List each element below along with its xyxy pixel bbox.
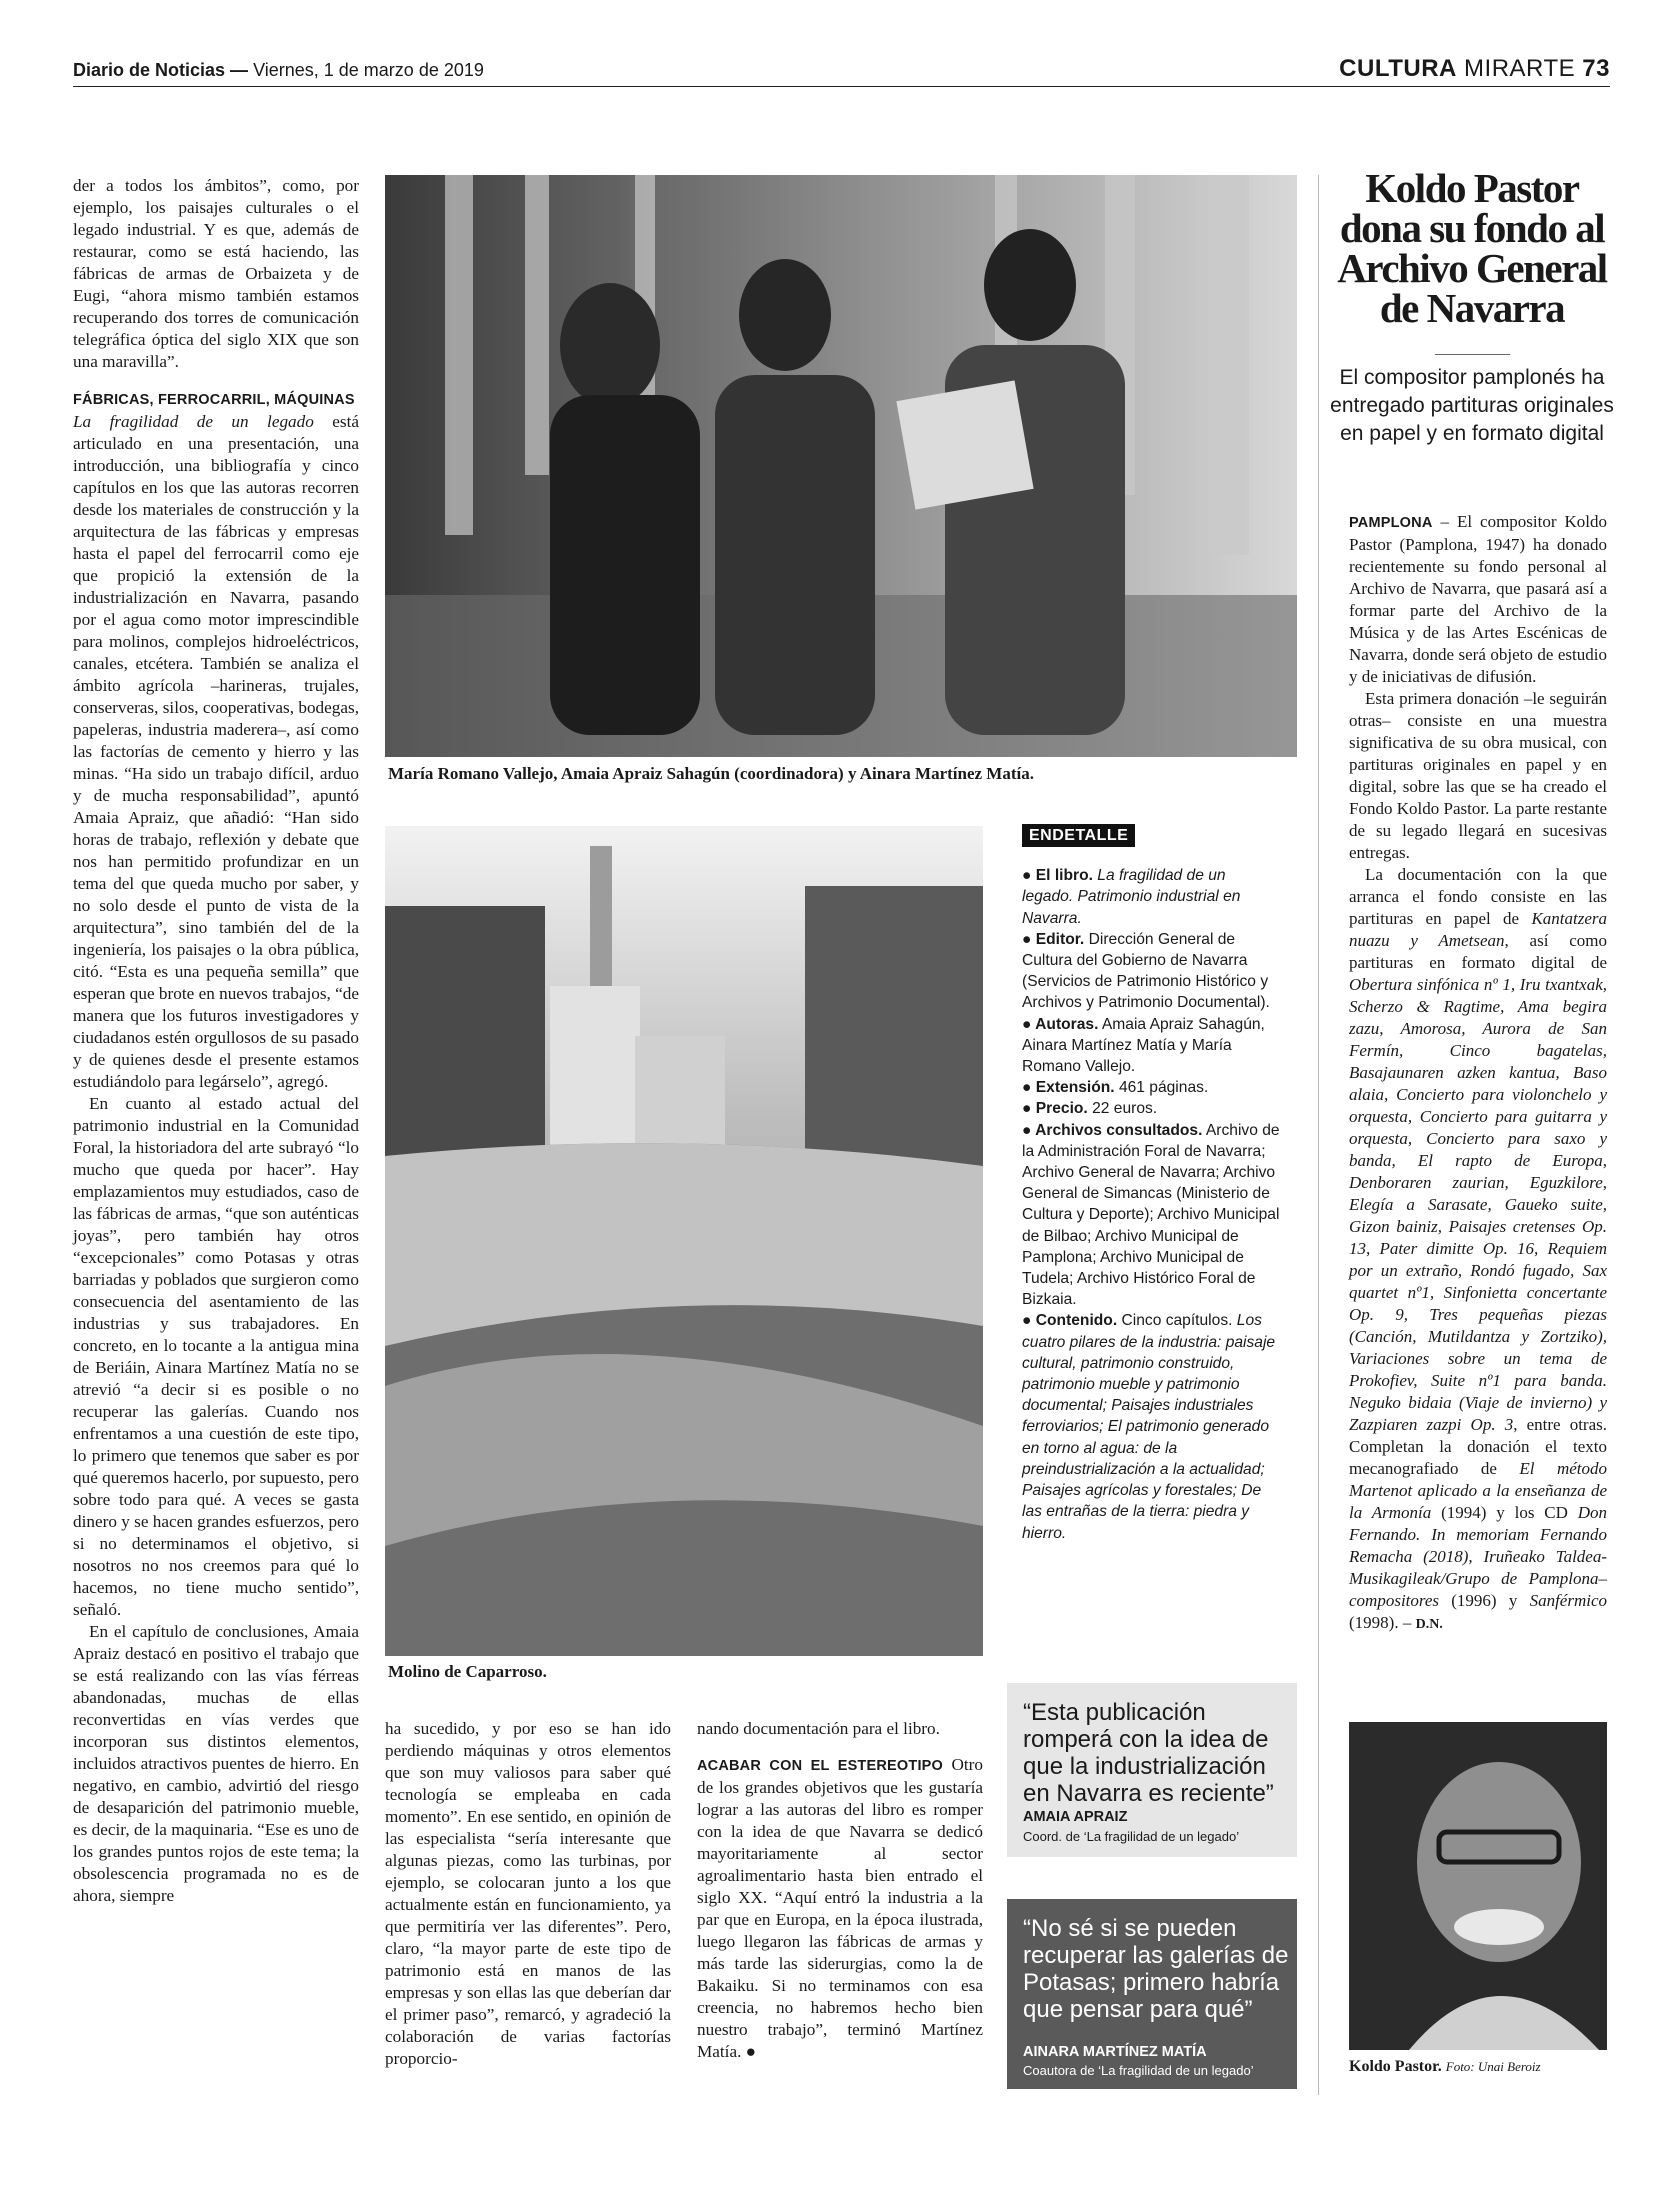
article-column-3 <box>697 1718 983 2063</box>
article-paragraph <box>697 1754 983 2063</box>
article-paragraph: nando documentación para el libro. <box>697 1719 940 1738</box>
detail-item-text: Archivo de la Administración Foral de Navarra; Archivo General de Navarra; Archivo General de Simancas (Ministerio de Cultura y Deporte); Archivo Municipal de Bilbao; Archivo Municipal de Pamplona; Archivo Municipal de Tudela; Archivo Histórico Foral de Bizkaia. <box>1022 1121 1280 1309</box>
detail-tag: ENDETALLE <box>1022 824 1135 847</box>
paragraph-text: La documentación con la que arranca el fondo consiste en las partituras en papel de <box>1349 865 1607 928</box>
subsection-name: MIRARTE <box>1464 55 1576 82</box>
detail-item-text: 461 páginas. <box>1114 1079 1209 1097</box>
side-article-body <box>1349 511 1607 1636</box>
authors-photo <box>385 175 1297 757</box>
side-article-title: Koldo Pastor dona su fondo al Archivo General de Navarra <box>1337 165 1607 331</box>
page-header-left <box>73 60 484 81</box>
paragraph-text: – El compositor Koldo Pastor (Pamplona, 1947) ha donado recientemente su fondo personal al Archivo de Navarra, que pasará así a formar parte del Archivo de la Música y de las Artes Escénicas de Navarra, donde será objeto de estudio y de iniciativas de difusión. <box>1349 512 1607 686</box>
article-subhead: ACABAR CON EL ESTEREOTIPO <box>697 1758 944 1774</box>
pull-quote-1 <box>1007 1683 1297 1857</box>
mill-photo-caption: Molino de Caparroso. <box>388 1662 547 1681</box>
koldo-pastor-caption <box>1349 2058 1619 2076</box>
detail-item <box>1022 865 1280 929</box>
detail-item <box>1022 1077 1280 1098</box>
pull-quote-text: “No sé si se pueden recuperar las galerías de Potasas; primero habría que pensar para qué” <box>1023 1915 1289 2023</box>
paragraph-text: , entre otras. Completan la donación el texto mecanografiado de <box>1349 1415 1607 1478</box>
photo-caption: Koldo Pastor. <box>1349 2058 1442 2075</box>
paragraph-text: , así como partituras en formato digital de <box>1349 931 1607 972</box>
signature: D.N. <box>1415 1617 1443 1632</box>
newspaper-name: Diario de Noticias — <box>73 60 249 80</box>
page-header-right <box>1339 55 1610 83</box>
detail-item-label: ● El libro. <box>1022 867 1093 885</box>
paragraph-text: (1994) y los CD <box>1431 1503 1578 1522</box>
detail-item-label: ● Contenido. <box>1022 1312 1118 1330</box>
detail-item-label: ● Autoras. <box>1022 1015 1099 1033</box>
mill-photo <box>385 826 983 1656</box>
side-article-paragraph <box>1349 511 1607 688</box>
book-title: La fragilidad de un legado <box>73 412 314 431</box>
detail-box <box>1022 824 1280 1544</box>
article-paragraph: ha sucedido, y por eso se han ido perdiendo máquinas y otros elementos que son muy valiosos para saber qué tecnología se empleaba en cada momento”. En ese sentido, en opinión de las especialista “sería interesante que algunas piezas, como las turbinas, por ejemplo, se colocaran junto a los que actualmente están en funcionamiento, ya que permitiría ver las diferentes”. Pero, claro, “la mayor parte de este tipo de patrimonio está en manos de las empresas y son ellas las que deberían dar el primer paso”, remarcó, y agradeció la colaboración de varias factorías proporcio- <box>385 1719 671 2068</box>
article-subhead: FÁBRICAS, FERROCARRIL, MÁQUINAS <box>73 392 355 408</box>
column-divider <box>1318 175 1319 2095</box>
side-article-paragraph: Esta primera donación –le seguirán otras– consiste en una muestra significativa de su obra musical, con partituras originales en papel y en digital, sobre las que se ha creado el Fondo Koldo Pastor. La parte restante de su legado llegará en sucesivas entregas. <box>1349 689 1607 862</box>
work-titles: Sanférmico <box>1529 1591 1607 1610</box>
side-article-paragraph <box>1349 864 1607 1636</box>
article-column-2 <box>385 1718 671 2070</box>
koldo-pastor-photo-graphic <box>1349 1722 1607 2050</box>
pull-quote-role: Coautora de ‘La fragilidad de un legado’ <box>1023 2063 1254 2078</box>
article-paragraph: En cuanto al estado actual del patrimonio industrial en la Comunidad Foral, la historiadora del arte subrayó “lo mucho que queda por hacer”. Hay emplazamientos muy estudiados, caso de las fábricas de armas, “que son auténticas joyas”, pero también hay otros “excepcionales” como Potasas y otras barriadas y poblados que surgieron como consecuencia del asentamiento de las industrias y sus trabajadores. En concreto, en lo tocante a la antigua mina de Beriáin, Ainara Martínez Matía no se atrevió “a decir si es posible o no recuperar las galerías. Cuando nos enfrentamos a una cuestión de este tipo, lo primero que tenemos que saber es por qué queremos hacerlo, por supuesto, pero sobre todo para qué. A veces se gasta dinero y se hacen grandes esfuerzos, pero si no determinamos el objetivo, si nosotros no nos creemos para qué lo hacemos, no tiene mucho sentido”, señaló. <box>73 1094 359 1619</box>
authors-photo-graphic <box>385 175 1297 757</box>
pull-quote-text: “Esta publicación romperá con la idea de que la industrialización en Navarra es reciente” <box>1023 1699 1274 1807</box>
pull-quote-author: AINARA MARTÍNEZ MATÍA <box>1023 2044 1207 2060</box>
detail-item <box>1022 1120 1280 1311</box>
paragraph-text: (1998). – <box>1349 1613 1416 1632</box>
detail-item-label: ● Precio. <box>1022 1100 1088 1118</box>
paragraph-text: está articulado en una presentación, una introducción, una bibliografía y cinco capítulos en los que las autoras recorren desde los materiales de construcción y la arquitectura de las fábricas y empresas hasta el papel del ferrocarril como eje que propició la extensión de la industrialización en Navarra, pasando por el agua como motor imprescindible para molinos, complejos hidroeléctricos, canales, etcétera. También se analiza el ámbito agrícola –harineras, trujales, conserveras, silos, cooperativas, bodegas, papeleras, industria maderera–, así como las factorías de cemento y hierro y las minas. “Ha sido un trabajo difícil, arduo y de mucha responsabilidad”, apuntó Amaia Apraiz, que añadió: “Han sido horas de trabajo, reflexión y debate que nos han permitido profundizar en un tema del que queda mucho por saber, y no solo desde el punto de vista de la arquitectura”, sino también del de la ingeniería, los paisajes o la obra pública, citó. “Esta es una pequeña semilla” que esperan que brote en nuevos trabajos, “de manera que los futuros investigadores y ciudadanos estén orgullosos de su pasado y de quienes desde el presente estamos estudiándolo para legárselo”, agregó. <box>73 412 359 1091</box>
work-titles: Kantatzera nuazu y Ametsean <box>1349 909 1607 950</box>
pull-quote-2 <box>1007 1899 1297 2089</box>
mill-photo-graphic <box>385 826 983 1656</box>
detail-item <box>1022 1014 1280 1078</box>
pull-quote-role: Coord. de ‘La fragilidad de un legado’ <box>1023 1829 1240 1844</box>
article-paragraph: der a todos los ámbitos”, como, por ejemplo, los paisajes culturales o el legado industrial. Y es que, además de restaurar, como se está haciendo, las fábricas de armas de Orbaizeta y de Eugi, “ahora mismo también estamos recuperando dos torres de comunicación telegráfica óptica del siglo XIX que son una maravilla”. <box>73 176 359 371</box>
detail-item-text: La fragilidad de un legado. Patrimonio industrial en Navarra. <box>1022 867 1241 927</box>
detail-item-extra: Los cuatro pilares de la industria: paisaje cultural, patrimonio construido, patrimonio mueble y patrimonio documental; Paisajes industriales ferroviarios; El patrimonio generado en torno al agua: de la preindustrialización a la actualidad; Paisajes agrícolas y forestales; De las entrañas de la tierra: piedra y hierro. <box>1022 1312 1276 1542</box>
section-name: CULTURA <box>1339 55 1457 82</box>
detail-item-label: ● Archivos consultados. <box>1022 1121 1203 1139</box>
detail-item <box>1022 1310 1280 1543</box>
detail-item <box>1022 1098 1280 1119</box>
issue-date: Viernes, 1 de marzo de 2019 <box>253 60 484 80</box>
detail-item-label: ● Editor. <box>1022 930 1085 948</box>
page-number: 73 <box>1582 55 1610 82</box>
header-rule <box>73 86 1610 87</box>
paragraph-text: (1996) y <box>1439 1591 1530 1610</box>
title-divider <box>1435 354 1510 355</box>
pull-quote-author: AMAIA APRAIZ <box>1023 1809 1128 1825</box>
authors-photo-caption: María Romano Vallejo, Amaia Apraiz Sahagún (coordinadora) y Ainara Martínez Matía. <box>388 764 1034 783</box>
article-paragraph: En el capítulo de conclusiones, Amaia Apraiz destacó en positivo el trabajo que se está realizando con las vías férreas abandonadas, muchas de ellas reconvertidas en vías verdes que incorporan sus distintos elementos, incluidos atractivos puentes de hierro. En negativo, en cambio, advirtió del riesgo de desaparición del patrimonio mueble, es decir, de la maquinaria. “Ese es uno de los grandes puntos rojos de este tema; la obsolescencia programada no es de ahora, siempre <box>73 1622 359 1905</box>
detail-item-text: Dirección General de Cultura del Gobierno de Navarra (Servicios de Patrimonio Histórico y Archivos y Patrimonio Documental). <box>1022 930 1270 1012</box>
work-titles: Obertura sinfónica nº 1, Iru txantxak, Scherzo & Ragtime, Ama begira zazu, Amorosa, Aurora de San Fermín, Cinco bagatelas, Basajaunaren azken kantua, Baso alaia, Concierto para violonchelo y orquesta, Concierto para guitarra y orquesta, Concierto para saxo y banda, El rapto de Europa, Denboraren zaurian, Eguzkilore, Elegía a Sarasate, Gaueko suite, Gizon bainiz, Paisajes cretenses Op. 13, Pater dimitte Op. 16, Requiem por un extraño, Rondó fugado, Sax quartet nº1, Sinfonietta concertante Op. 9, Tres pequeñas piezas (Canción, Mutildantza y Zortziko), Variaciones sobre un tema de Prokofiev, Suite nº1 para banda. Neguko bidaia (Viaje de invierno) y Zazpiaren zazpi Op. 3 <box>1349 975 1607 1434</box>
paragraph-text: Otro de los grandes objetivos que les gustaría lograr a las autoras del libro es romper con la idea de que Navarra se dedicó mayoritariamente al sector agroalimentario hasta bien entrado el siglo XX. “Aquí entró la industria a la par que en Europa, en la época ilustrada, luego llegaron las fábricas de armas y más tarde las siderurgias, como la de Bakaiku. Si no terminamos con esa creencia, no habremos hecho bien nuestro trabajo”, terminó Martínez Matía. ● <box>697 1755 983 2061</box>
side-article-subtitle: El compositor pamplonés ha entregado partituras originales en papel y en formato digital <box>1330 366 1614 445</box>
detail-item-text: 22 euros. <box>1087 1100 1158 1118</box>
dateline: PAMPLONA <box>1349 515 1433 531</box>
photo-credit: Foto: Unai Beroiz <box>1445 2059 1541 2074</box>
koldo-pastor-photo <box>1349 1722 1607 2050</box>
work-titles: Don Fernando. In memoriam Fernando Remacha (2018), Iruñeako Taldea-Musikagileak/Grupo de Pamplona–compositores <box>1349 1503 1608 1610</box>
detail-item <box>1022 929 1280 1014</box>
detail-item-text: Amaia Apraiz Sahagún, Ainara Martínez Matía y María Romano Vallejo. <box>1022 1015 1265 1076</box>
article-column-1 <box>73 175 359 1907</box>
detail-item-text: Cinco capítulos. <box>1117 1312 1233 1330</box>
article-paragraph <box>73 411 359 1093</box>
detail-item-label: ● Extensión. <box>1022 1079 1115 1097</box>
work-titles: El método Martenot aplicado a la enseñanza de la Armonía <box>1349 1459 1607 1522</box>
